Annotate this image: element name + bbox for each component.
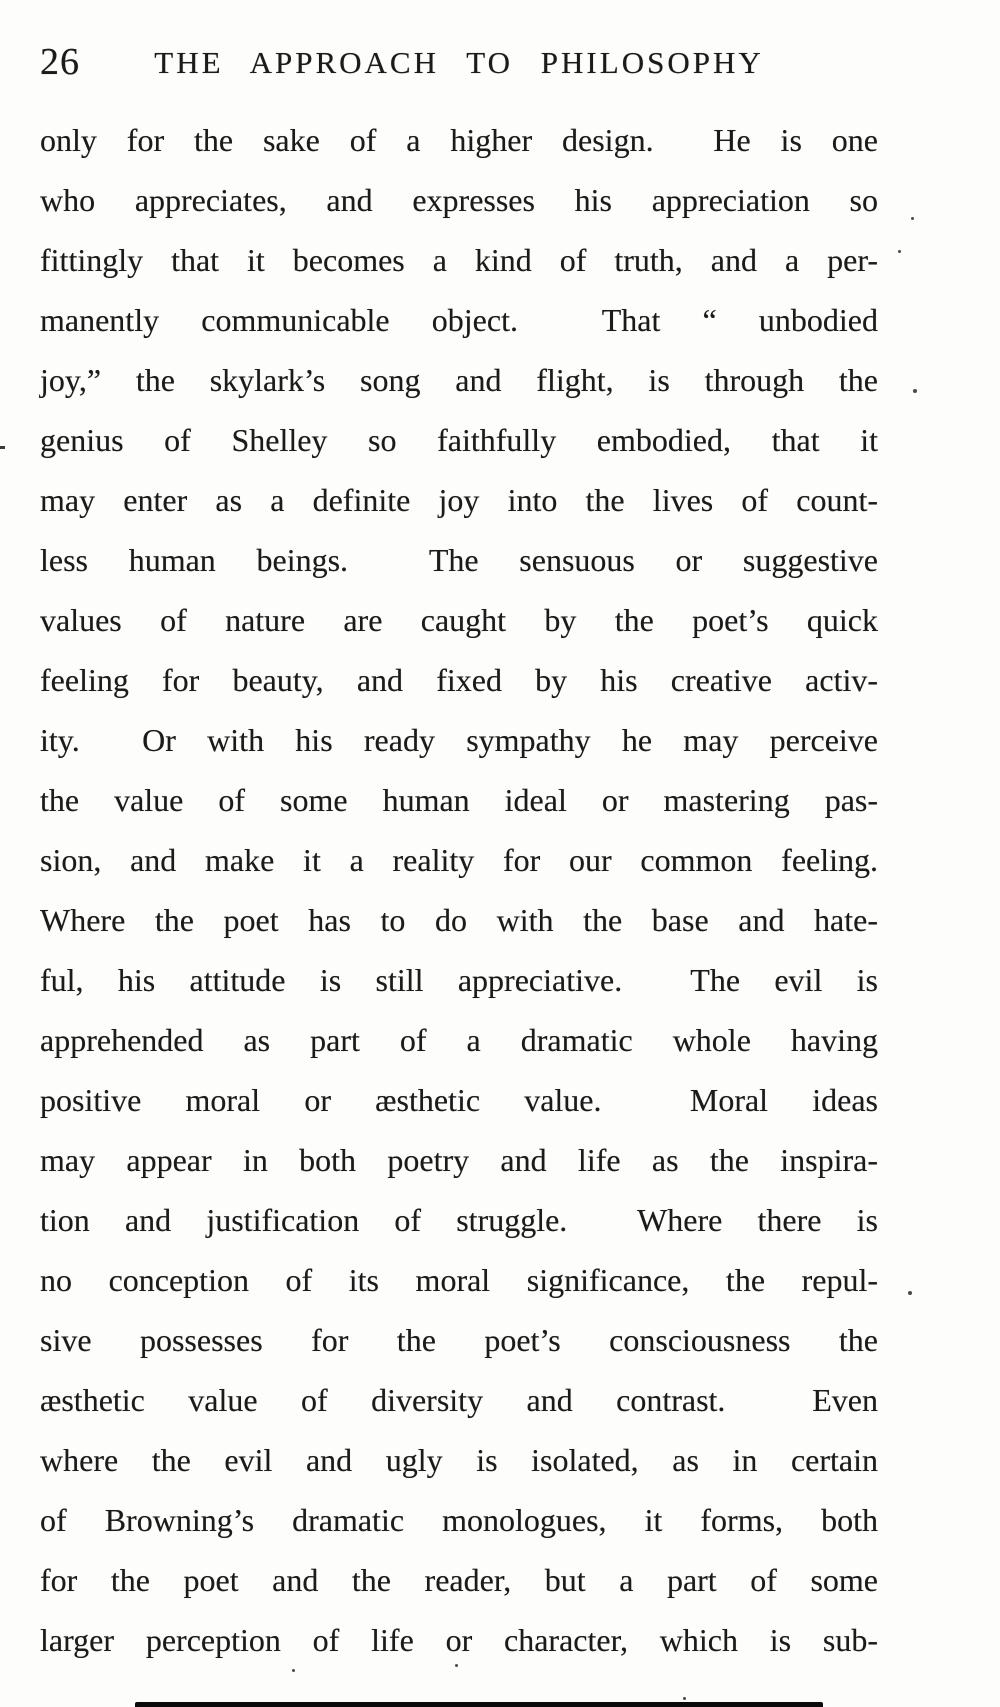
scan-speck — [683, 1697, 686, 1700]
text-line: values of nature are caught by the poet’s quick — [40, 602, 878, 638]
text-line: less human beings. The sensuous or suggestive — [40, 542, 878, 578]
text-line: sive possesses for the poet’s consciousness the — [40, 1322, 878, 1358]
scan-edge-tick — [0, 446, 5, 449]
text-line: where the evil and ugly is isolated, as in certain — [40, 1442, 878, 1478]
running-title: THE APPROACH TO PHILOSOPHY — [154, 45, 764, 80]
page-body-text — [40, 110, 878, 1670]
scan-speck — [911, 217, 914, 220]
scan-speck — [913, 389, 917, 393]
text-line: tion and justification of struggle. Where there is — [40, 1202, 878, 1238]
text-line: joy,” the skylark’s song and flight, is through the — [40, 362, 878, 398]
text-line: for the poet and the reader, but a part of some — [40, 1562, 878, 1598]
text-line: no conception of its moral significance, the repul- — [40, 1262, 878, 1298]
text-line: ity. Or with his ready sympathy he may perceive — [40, 722, 878, 758]
text-line: feeling for beauty, and fixed by his creative activ- — [40, 662, 878, 698]
text-line: the value of some human ideal or mastering pas- — [40, 782, 878, 818]
text-line: fittingly that it becomes a kind of truth, and a per- — [40, 242, 878, 278]
text-line: of Browning’s dramatic monologues, it forms, both — [40, 1502, 878, 1538]
text-line: sion, and make it a reality for our common feeling. — [40, 842, 878, 878]
text-line: genius of Shelley so faithfully embodied, that it — [40, 422, 878, 458]
scan-speck — [455, 1664, 458, 1667]
text-line: may enter as a definite joy into the lives of count- — [40, 482, 878, 518]
text-line: æsthetic value of diversity and contrast. Even — [40, 1382, 878, 1418]
text-line: apprehended as part of a dramatic whole having — [40, 1022, 878, 1058]
text-line: larger perception of life or character, which is sub- — [40, 1622, 878, 1658]
text-line: positive moral or æsthetic value. Moral ideas — [40, 1082, 878, 1118]
scan-speck — [898, 250, 901, 253]
scan-speck — [908, 1291, 912, 1295]
text-line: manently communicable object. That “ unbodied — [40, 302, 878, 338]
text-line: who appreciates, and expresses his appreciation so — [40, 182, 878, 218]
text-line: Where the poet has to do with the base and hate- — [40, 902, 878, 938]
text-line: only for the sake of a higher design. He is one — [40, 122, 878, 158]
scan-speck — [292, 1669, 295, 1672]
scan-artifact-bar — [135, 1702, 823, 1707]
text-line: may appear in both poetry and life as the inspira- — [40, 1142, 878, 1178]
text-line: ful, his attitude is still appreciative. The evil is — [40, 962, 878, 998]
page-number: 26 — [40, 41, 80, 83]
page-header — [40, 40, 960, 88]
